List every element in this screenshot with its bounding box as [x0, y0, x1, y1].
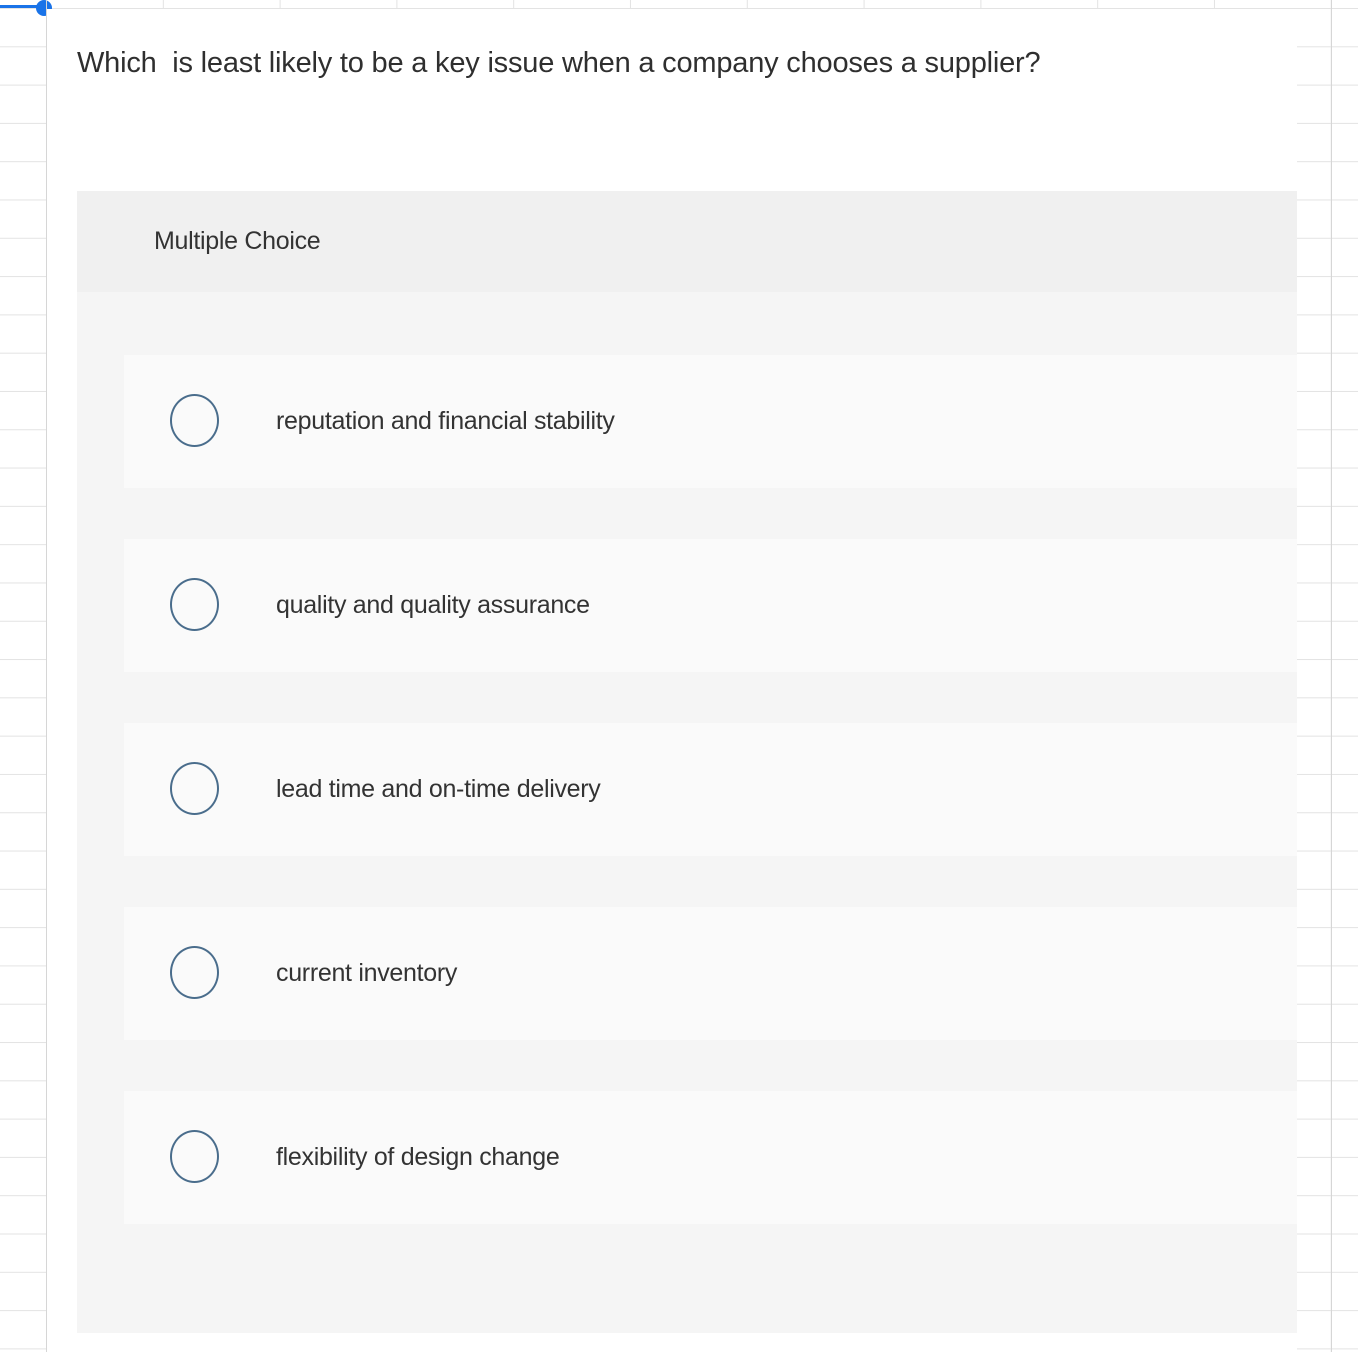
choice-panel-header [77, 191, 1297, 292]
question-text: Which is least likely to be a key issue when a company chooses a supplier? [77, 47, 1041, 79]
answer-option-label: reputation and financial stability [276, 407, 615, 435]
answer-option-label: current inventory [276, 959, 458, 987]
answer-option[interactable] [124, 539, 1297, 672]
answer-option-label: quality and quality assurance [276, 591, 590, 619]
radio-button-icon[interactable] [170, 394, 219, 447]
answer-option-label: flexibility of design change [276, 1143, 560, 1171]
answer-options [124, 355, 1297, 1275]
answer-option-label: lead time and on-time delivery [276, 775, 601, 803]
radio-button-icon[interactable] [170, 946, 219, 999]
radio-button-icon[interactable] [170, 762, 219, 815]
answer-option[interactable] [124, 907, 1297, 1040]
radio-button-icon[interactable] [170, 578, 219, 631]
answer-option[interactable] [124, 1091, 1297, 1224]
answer-option[interactable] [124, 355, 1297, 488]
radio-button-icon[interactable] [170, 1130, 219, 1183]
grid-divider-right [1331, 0, 1332, 1352]
multiple-choice-panel [77, 191, 1297, 1333]
question-card [47, 9, 1297, 1352]
choice-type-label: Multiple Choice [154, 227, 321, 255]
answer-option[interactable] [124, 723, 1297, 856]
